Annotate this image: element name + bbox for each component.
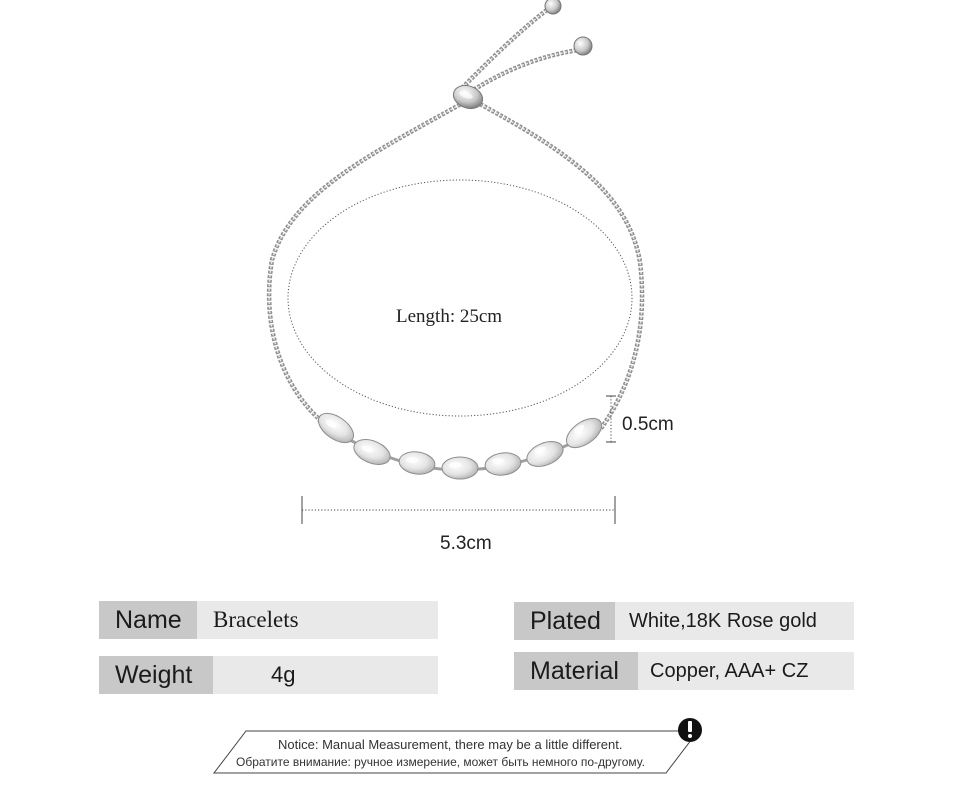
spec-row-name — [99, 601, 438, 639]
inner-circumference-oval — [288, 180, 632, 416]
spec-value-material: Copper, AAA+ CZ — [638, 652, 854, 690]
gem-7 — [561, 413, 606, 454]
chain-left-strand — [269, 100, 468, 418]
width-label: 5.3cm — [440, 533, 492, 554]
height-label: 0.5cm — [622, 414, 674, 435]
chain-right-strand — [480, 104, 642, 430]
spec-value-plated: White,18K Rose gold — [615, 602, 854, 640]
gemstone-bar — [313, 408, 606, 479]
spec-key-weight: Weight — [99, 656, 213, 694]
notice-text-ru: Обратите внимание: ручное измерение, может быть немного по-другому. — [236, 755, 645, 769]
gem-5 — [484, 451, 523, 478]
spec-row-weight — [99, 656, 438, 694]
spec-row-material — [514, 652, 854, 690]
spec-key-material: Material — [514, 652, 638, 690]
exclamation-icon — [678, 718, 702, 742]
spec-value-name: Bracelets — [197, 601, 438, 639]
spec-key-name: Name — [99, 601, 197, 639]
width-dimension-marker — [302, 496, 615, 524]
spec-key-plated: Plated — [514, 602, 615, 640]
gem-6 — [523, 437, 566, 472]
spec-row-plated — [514, 602, 854, 640]
gem-3 — [398, 450, 437, 477]
end-bead-top — [545, 0, 561, 14]
notice-text-en: Notice: Manual Measurement, there may be a little different. — [278, 737, 623, 752]
length-label: Length: 25cm — [396, 306, 503, 327]
gem-2 — [350, 435, 393, 470]
end-bead-right — [574, 37, 592, 55]
spec-value-weight: 4g — [213, 656, 438, 694]
chain-tails — [462, 6, 578, 92]
gem-4 — [442, 457, 478, 479]
